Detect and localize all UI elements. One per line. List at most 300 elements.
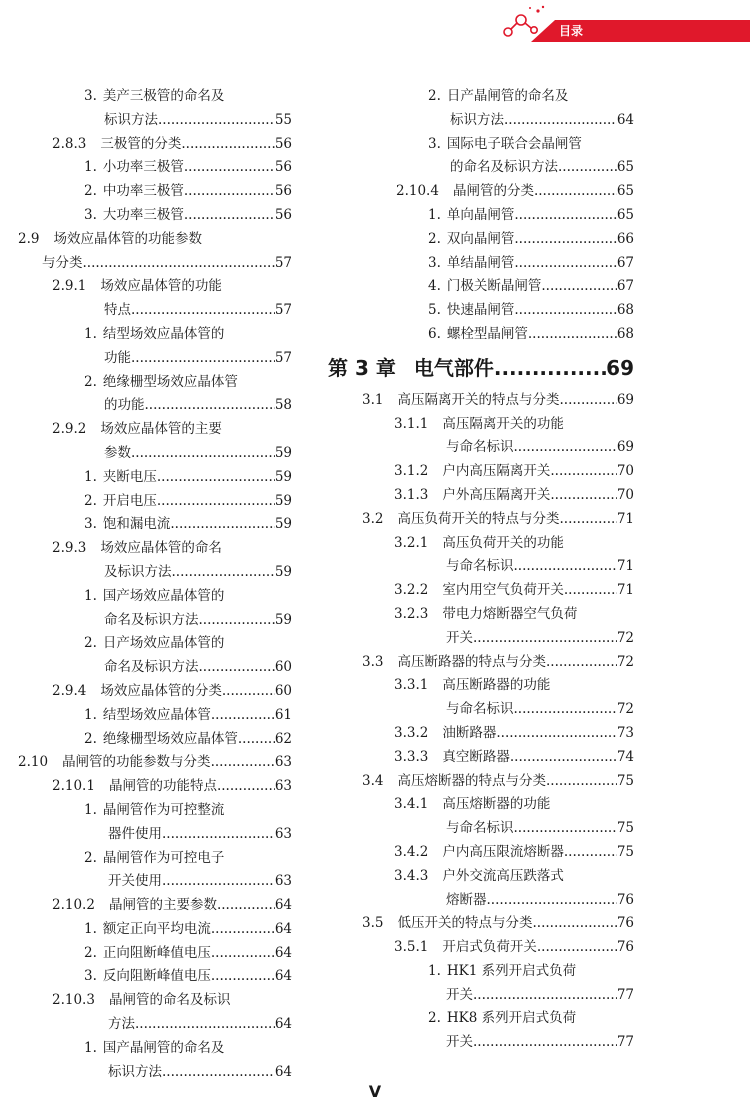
toc-entry[interactable] xyxy=(18,84,292,108)
toc-entry-title: 反向阻断峰值电压 xyxy=(102,968,211,985)
toc-leader-dots xyxy=(487,892,617,908)
toc-entry-title: 开启电压 xyxy=(102,492,157,509)
toc-entry-title: 开关 xyxy=(446,1034,473,1051)
toc-entry-title: 命名及标识方法 xyxy=(104,659,199,676)
toc-entry[interactable] xyxy=(328,459,634,483)
toc-entry-number: 3. xyxy=(84,516,97,533)
toc-leader-dots xyxy=(211,707,275,723)
toc-entry-title: 高压熔断器的特点与分类 xyxy=(397,772,546,789)
toc-entry-title: 器件使用 xyxy=(108,825,162,842)
toc-entry-title: 参数 xyxy=(104,444,131,461)
toc-leader-dots xyxy=(157,469,275,485)
page-number: V xyxy=(368,1082,382,1101)
toc-entry-page: 64 xyxy=(274,1063,292,1080)
toc-entry[interactable] xyxy=(18,132,292,156)
toc-entry-page: 63 xyxy=(274,873,292,890)
chapter-entry[interactable] xyxy=(328,352,634,386)
toc-entry-number: 3.1 xyxy=(362,391,384,408)
toc-leader-dots xyxy=(514,701,617,717)
toc-entry[interactable] xyxy=(18,203,292,227)
toc-entry-page: 68 xyxy=(616,325,634,342)
toc-entry[interactable] xyxy=(328,227,634,251)
toc-entry-page: 60 xyxy=(274,659,292,676)
toc-leader-dots xyxy=(564,844,617,860)
toc-entry-page: 72 xyxy=(616,701,634,718)
toc-leader-dots xyxy=(162,826,275,842)
toc-entry[interactable] xyxy=(328,816,634,840)
toc-entry[interactable] xyxy=(18,727,292,751)
toc-leader-dots xyxy=(532,915,616,931)
toc-leader-dots xyxy=(473,987,617,1003)
toc-entry-number: 1. xyxy=(84,325,97,342)
toc-entry-title: 开关 xyxy=(446,629,473,646)
toc-entry-title: 国际电子联合会晶闸管 xyxy=(446,135,582,152)
toc-entry[interactable] xyxy=(18,869,292,893)
toc-leader-dots xyxy=(550,463,616,479)
toc-entry-title: 正向阻断峰值电压 xyxy=(102,944,211,961)
toc-entry-number: 2.8.3 xyxy=(52,135,87,152)
toc-entry-title: 晶闸管作为可控电子 xyxy=(102,849,225,866)
toc-entry-title: HK1 系列开启式负荷 xyxy=(446,962,577,979)
toc-entry[interactable] xyxy=(328,155,634,179)
toc-entry-title: 绝缘栅型场效应晶体管 xyxy=(102,730,238,747)
toc-entry[interactable] xyxy=(18,322,292,346)
toc-leader-dots xyxy=(473,1034,617,1050)
toc-entry-number: 2.9.4 xyxy=(52,682,87,699)
toc-entry[interactable] xyxy=(18,370,292,394)
toc-entry[interactable] xyxy=(18,608,292,632)
toc-entry-title: 的命名及标识方法 xyxy=(450,159,558,176)
toc-entry-number: 2.10.4 xyxy=(396,183,439,200)
toc-entry[interactable] xyxy=(328,132,634,156)
toc-entry-title: 户内高压隔离开关 xyxy=(442,463,551,480)
toc-entry[interactable] xyxy=(328,412,634,436)
toc-leader-dots xyxy=(514,439,617,455)
toc-entry-title: 结型场效应晶体管 xyxy=(102,706,211,723)
toc-entry-number: 1. xyxy=(84,159,97,176)
toc-entry-page: 65 xyxy=(616,206,634,223)
toc-entry[interactable] xyxy=(18,512,292,536)
toc-entry-number: 3. xyxy=(84,206,97,223)
toc-entry-number: 3. xyxy=(428,254,441,271)
toc-entry-title: 与命名标识 xyxy=(446,558,514,575)
toc-leader-dots xyxy=(211,968,275,984)
toc-entry-title: 开关使用 xyxy=(108,873,162,890)
toc-entry-title: 中功率三极管 xyxy=(102,183,184,200)
toc-entry[interactable] xyxy=(18,822,292,846)
toc-entry[interactable] xyxy=(328,983,634,1007)
toc-leader-dots xyxy=(546,654,617,670)
toc-leader-dots xyxy=(181,136,274,152)
toc-entry-number: 3. xyxy=(84,968,97,985)
toc-leader-dots xyxy=(510,749,617,765)
toc-entry[interactable] xyxy=(18,964,292,988)
toc-entry[interactable] xyxy=(328,650,634,674)
toc-entry[interactable] xyxy=(18,679,292,703)
toc-entry[interactable] xyxy=(328,864,634,888)
toc-entry-title: 日产晶闸管的命名及 xyxy=(446,88,569,104)
toc-entry[interactable] xyxy=(328,298,634,322)
toc-entry-page: 55 xyxy=(274,111,292,128)
toc-leader-dots xyxy=(514,231,616,247)
toc-entry-page: 59 xyxy=(274,563,292,580)
toc-entry[interactable] xyxy=(18,465,292,489)
toc-entry[interactable] xyxy=(18,1012,292,1036)
toc-entry-page: 68 xyxy=(616,302,634,319)
toc-entry[interactable] xyxy=(18,417,292,441)
toc-entry-title: 绝缘栅型场效应晶体管 xyxy=(102,373,238,390)
toc-entry-number: 2.10.1 xyxy=(52,778,95,795)
toc-entry-page: 67 xyxy=(616,278,634,295)
toc-entry[interactable] xyxy=(18,846,292,870)
toc-entry-title: 场效应晶体管的主要 xyxy=(100,421,222,438)
toc-entry[interactable] xyxy=(18,274,292,298)
toc-leader-dots xyxy=(157,493,275,509)
toc-entry[interactable] xyxy=(328,745,634,769)
toc-entry-title: 螺栓型晶闸管 xyxy=(446,325,528,342)
toc-entry-page: 60 xyxy=(274,682,292,699)
toc-entry-page: 71 xyxy=(616,582,634,599)
toc-leader-dots xyxy=(211,754,275,770)
toc-leader-dots xyxy=(238,731,275,747)
toc-entry-title: 标识方法 xyxy=(104,111,158,128)
toc-entry-number: 2.10 xyxy=(18,754,49,771)
toc-entry-page: 69 xyxy=(616,439,634,456)
chapter-number: 第 3 章 xyxy=(328,355,396,380)
toc-entry-page: 59 xyxy=(274,611,292,628)
toc-entry[interactable] xyxy=(18,1036,292,1060)
toc-leader-dots xyxy=(131,445,275,461)
toc-entry-page: 77 xyxy=(616,986,634,1003)
toc-entry-page: 67 xyxy=(616,254,634,271)
toc-entry-page: 66 xyxy=(616,230,634,247)
toc-entry-page: 72 xyxy=(616,653,634,670)
toc-entry-number: 1. xyxy=(84,1039,97,1056)
toc-entry-number: 2. xyxy=(84,635,97,652)
toc-entry-page: 64 xyxy=(274,968,292,985)
toc-entry-number: 1. xyxy=(84,468,97,485)
toc-entry[interactable] xyxy=(18,560,292,584)
toc-entry-number: 4. xyxy=(428,278,441,295)
toc-entry-page: 59 xyxy=(274,444,292,461)
toc-leader-dots xyxy=(473,630,617,646)
toc-entry[interactable] xyxy=(18,655,292,679)
toc-entry[interactable] xyxy=(328,274,634,298)
toc-entry-number: 2. xyxy=(84,183,97,200)
toc-entry-number: 2. xyxy=(428,1010,441,1027)
toc-entry-number: 2.9.3 xyxy=(52,540,87,557)
toc-entry-page: 59 xyxy=(274,492,292,509)
toc-entry-page: 64 xyxy=(274,1016,292,1033)
toc-entry[interactable] xyxy=(328,507,634,531)
toc-entry-title: 熔断器 xyxy=(446,891,487,908)
toc-entry[interactable] xyxy=(328,935,634,959)
toc-leader-dots xyxy=(211,945,275,961)
toc-entry[interactable] xyxy=(18,298,292,322)
toc-entry[interactable] xyxy=(18,1060,292,1084)
toc-entry[interactable] xyxy=(18,251,292,275)
toc-entry-title: 方法 xyxy=(108,1016,135,1033)
toc-leader-dots xyxy=(172,564,275,580)
toc-entry[interactable] xyxy=(328,769,634,793)
toc-leader-dots xyxy=(162,873,275,889)
toc-entry-page: 57 xyxy=(274,254,292,271)
toc-entry-title: 标识方法 xyxy=(450,111,504,128)
toc-leader-dots xyxy=(504,112,617,128)
toc-entry[interactable] xyxy=(18,798,292,822)
toc-entry[interactable] xyxy=(18,179,292,203)
toc-entry-number: 1. xyxy=(428,962,441,979)
toc-entry-number: 3.4.1 xyxy=(394,796,429,813)
toc-entry-number: 3.3.3 xyxy=(394,748,429,765)
toc-entry-title: 户内高压限流熔断器 xyxy=(442,843,564,860)
toc-right-top xyxy=(328,84,634,346)
toc-leader-dots xyxy=(514,302,616,318)
toc-entry[interactable] xyxy=(328,388,634,412)
section-label: 目录 xyxy=(559,24,584,38)
toc-entry-page: 71 xyxy=(616,510,634,527)
toc-entry-number: 3.1.2 xyxy=(394,463,429,480)
toc-entry-page: 71 xyxy=(616,558,634,575)
toc-entry[interactable] xyxy=(18,489,292,513)
toc-entry-page: 56 xyxy=(274,135,292,152)
toc-entry-title: HK8 系列开启式负荷 xyxy=(446,1010,577,1027)
toc-entry-title: 国产场效应晶体管的 xyxy=(102,587,225,604)
toc-entry-title: 高压隔离开关的特点与分类 xyxy=(397,391,560,408)
toc-entry-title: 晶闸管的主要参数 xyxy=(108,897,217,914)
toc-entry-number: 2. xyxy=(84,944,97,961)
toc-entry-page: 72 xyxy=(616,629,634,646)
toc-entry-title: 室内用空气负荷开关 xyxy=(442,582,564,599)
toc-entry-page: 75 xyxy=(616,843,634,860)
toc-entry-number: 3.4.3 xyxy=(394,867,429,884)
toc-entry[interactable] xyxy=(18,750,292,774)
toc-entry-title: 真空断路器 xyxy=(442,748,510,765)
toc-entry[interactable] xyxy=(328,959,634,983)
toc-entry-page: 70 xyxy=(616,486,634,503)
toc-entry[interactable] xyxy=(328,888,634,912)
toc-entry[interactable] xyxy=(18,155,292,179)
toc-entry-title: 夹断电压 xyxy=(102,468,157,485)
toc-entry[interactable] xyxy=(18,584,292,608)
toc-leader-dots xyxy=(217,897,275,913)
toc-entry-number: 2. xyxy=(84,492,97,509)
toc-entry[interactable] xyxy=(328,578,634,602)
toc-leader-dots xyxy=(514,558,617,574)
toc-entry[interactable] xyxy=(328,721,634,745)
toc-entry-number: 3. xyxy=(428,135,441,152)
toc-entry-page: 57 xyxy=(274,302,292,319)
toc-entry-number: 2. xyxy=(84,373,97,390)
toc-entry-number: 3.5 xyxy=(362,915,384,932)
toc-entry-page: 70 xyxy=(616,463,634,480)
chapter-title: 电气部件 xyxy=(413,355,494,380)
toc-entry-title: 晶闸管的功能参数与分类 xyxy=(62,754,211,771)
toc-leader-dots xyxy=(537,939,617,955)
toc-entry-page: 64 xyxy=(274,920,292,937)
toc-entry-number: 1. xyxy=(84,706,97,723)
toc-entry-page: 59 xyxy=(274,468,292,485)
toc-entry[interactable] xyxy=(328,483,634,507)
toc-leader-dots xyxy=(170,516,274,532)
toc-entry-title: 命名及标识方法 xyxy=(104,611,199,628)
toc-entry[interactable] xyxy=(328,108,634,132)
toc-entry-page: 75 xyxy=(616,772,634,789)
toc-entry[interactable] xyxy=(18,917,292,941)
toc-leader-dots xyxy=(158,112,275,128)
toc-entry-number: 2.10.3 xyxy=(52,992,95,1009)
toc-entry-page: 73 xyxy=(616,724,634,741)
toc-entry[interactable] xyxy=(328,792,634,816)
toc-entry-number: 3.1.3 xyxy=(394,486,429,503)
toc-entry-title: 双向晶闸管 xyxy=(446,230,515,247)
toc-entry-page: 56 xyxy=(274,206,292,223)
toc-entry-number: 3.5.1 xyxy=(394,939,429,956)
toc-entry-page: 57 xyxy=(274,349,292,366)
toc-entry-title: 高压负荷开关的特点与分类 xyxy=(397,510,560,527)
toc-entry-number: 2. xyxy=(428,88,441,104)
toc-entry-page: 63 xyxy=(274,754,292,771)
toc-entry-title: 开关 xyxy=(446,986,473,1003)
toc-entry-number: 5. xyxy=(428,302,441,319)
toc-leader-dots xyxy=(559,392,616,408)
toc-entry-number: 2.10.2 xyxy=(52,897,95,914)
toc-entry-title: 的功能 xyxy=(104,397,145,414)
toc-entry-number: 3. xyxy=(84,88,97,104)
toc-entry[interactable] xyxy=(18,893,292,917)
toc-entry-page: 74 xyxy=(616,748,634,765)
toc-entry-title: 与命名标识 xyxy=(446,820,514,837)
toc-entry[interactable] xyxy=(18,536,292,560)
toc-entry[interactable] xyxy=(18,988,292,1012)
toc-entry-page: 62 xyxy=(274,730,292,747)
toc-entry[interactable] xyxy=(328,203,634,227)
toc-entry-title: 高压隔离开关的功能 xyxy=(442,415,564,432)
toc-entry[interactable] xyxy=(18,346,292,370)
toc-entry[interactable] xyxy=(328,1030,634,1054)
toc-entry-page: 56 xyxy=(274,159,292,176)
toc-entry[interactable] xyxy=(328,840,634,864)
toc-entry-title: 高压断路器的特点与分类 xyxy=(397,653,546,670)
toc-entry-title: 低压开关的特点与分类 xyxy=(397,915,533,932)
toc-leader-dots xyxy=(217,778,275,794)
toc-leader-dots xyxy=(550,487,616,503)
toc-entry-page: 63 xyxy=(274,778,292,795)
toc-entry-number: 1. xyxy=(84,920,97,937)
toc-entry-number: 3.3.2 xyxy=(394,724,429,741)
toc-entry-title: 小功率三极管 xyxy=(102,159,184,176)
toc-entry[interactable] xyxy=(328,179,634,203)
toc-entry-page: 77 xyxy=(616,1034,634,1051)
toc-leader-dots xyxy=(546,773,617,789)
toc-entry-number: 2. xyxy=(84,730,97,747)
toc-entry-page: 63 xyxy=(274,825,292,842)
toc-entry[interactable] xyxy=(328,697,634,721)
toc-entry-title: 单结晶闸管 xyxy=(446,254,515,271)
toc-entry-page: 58 xyxy=(274,397,292,414)
toc-entry-page: 64 xyxy=(274,944,292,961)
toc-entry[interactable] xyxy=(18,227,292,251)
toc-entry-number: 3.4.2 xyxy=(394,843,429,860)
toc-entry-page: 76 xyxy=(616,939,634,956)
toc-entry-title: 高压负荷开关的功能 xyxy=(442,534,564,551)
toc-entry-title: 美产三极管的命名及 xyxy=(102,88,225,104)
toc-entry[interactable] xyxy=(18,774,292,798)
toc-entry-title: 日产场效应晶体管的 xyxy=(102,635,225,652)
toc-entry-title: 及标识方法 xyxy=(104,563,172,580)
toc-entry-title: 与分类 xyxy=(42,254,83,271)
toc-leader-dots xyxy=(135,1016,275,1032)
toc-leader-dots xyxy=(514,255,616,271)
toc-entry[interactable] xyxy=(328,602,634,626)
toc-entry-title: 晶闸管作为可控整流 xyxy=(102,801,225,818)
toc-entry-title: 晶闸管的分类 xyxy=(452,183,534,200)
toc-entry[interactable] xyxy=(328,251,634,275)
toc-entry-title: 国产晶闸管的命名及 xyxy=(102,1039,225,1056)
toc-entry[interactable] xyxy=(328,673,634,697)
toc-entry-title: 与命名标识 xyxy=(446,439,514,456)
toc-entry-title: 高压断路器的功能 xyxy=(442,677,551,694)
toc-entry[interactable] xyxy=(328,84,634,108)
toc-entry-title: 额定正向平均电流 xyxy=(102,920,211,937)
toc-entry-title: 快速晶闸管 xyxy=(446,302,515,319)
toc-entry[interactable] xyxy=(328,1006,634,1030)
toc-leader-dots xyxy=(528,326,617,342)
toc-entry[interactable] xyxy=(328,911,634,935)
toc-entry-title: 场效应晶体管的功能参数 xyxy=(53,230,202,247)
toc-entry[interactable] xyxy=(18,631,292,655)
toc-right-column xyxy=(328,84,634,1054)
toc-entry[interactable] xyxy=(18,108,292,132)
toc-entry-title: 户外高压隔离开关 xyxy=(442,486,551,503)
toc-entry-title: 场效应晶体管的分类 xyxy=(100,682,222,699)
toc-entry-number: 2. xyxy=(84,849,97,866)
toc-entry[interactable] xyxy=(18,393,292,417)
toc-entry-page: 65 xyxy=(616,159,634,176)
toc-leader-dots xyxy=(558,159,617,175)
toc-entry-number: 3.4 xyxy=(362,772,384,789)
toc-leader-dots xyxy=(184,207,275,223)
toc-leader-dots xyxy=(145,397,275,413)
toc-entry[interactable] xyxy=(328,322,634,346)
toc-entry[interactable] xyxy=(18,703,292,727)
toc-leader-dots xyxy=(559,511,616,527)
toc-entry-number: 2.9.1 xyxy=(52,278,87,295)
toc-entry[interactable] xyxy=(18,441,292,465)
molecule-icon xyxy=(494,2,554,46)
toc-entry-page: 76 xyxy=(616,891,634,908)
toc-leader-dots xyxy=(564,582,617,598)
toc-entry[interactable] xyxy=(328,531,634,555)
toc-entry[interactable] xyxy=(328,554,634,578)
toc-leader-dots xyxy=(199,612,275,628)
toc-leader-dots xyxy=(514,207,616,223)
toc-entry[interactable] xyxy=(328,435,634,459)
toc-entry-title: 特点 xyxy=(104,302,131,319)
toc-entry-number: 1. xyxy=(428,206,441,223)
toc-entry-title: 功能 xyxy=(104,349,131,366)
toc-entry-page: 64 xyxy=(616,111,634,128)
toc-leader-dots xyxy=(496,725,616,741)
toc-entry-title: 户外交流高压跌落式 xyxy=(442,867,564,884)
toc-entry[interactable] xyxy=(18,941,292,965)
toc-entry[interactable] xyxy=(328,626,634,650)
toc-leader-dots xyxy=(131,302,275,318)
toc-entry-number: 3.2.2 xyxy=(394,582,429,599)
toc-entry-title: 大功率三极管 xyxy=(102,206,184,223)
toc-entry-title: 晶闸管的功能特点 xyxy=(108,778,217,795)
toc-entry-number: 3.3 xyxy=(362,653,384,670)
